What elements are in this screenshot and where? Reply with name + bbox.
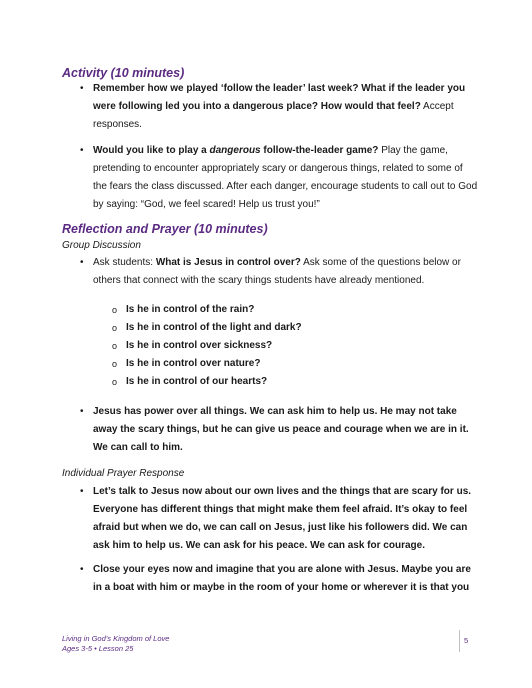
question-item: Is he in control of our hearts? xyxy=(126,376,268,387)
sub-bullet-icon: o xyxy=(112,377,118,387)
group-discussion-intro xyxy=(93,254,478,290)
intro-rest: Ask some of the questions below or others that connect with the scary things students have already mentioned. xyxy=(93,257,461,286)
dangerous-game-rest: Play the game, pretending to encounter appropriately scary or dangerous things, related to some of the fears the class discussed. After each danger, encourage students to call out to God by saying: “God, we feel scared! Help us trust you!” xyxy=(93,145,478,210)
prayer-imagine-paragraph: Close your eyes now and imagine that you are alone with Jesus. Maybe you are in a boat with him or maybe in the room of your home or wherever it is that you xyxy=(93,564,471,593)
bullet-icon: • xyxy=(80,145,84,156)
activity-item-follow-leader-bold: Remember how we played ‘follow the leader’ last week? What if the leader you were following led you into a dangerous place? How would that feel? xyxy=(93,83,466,112)
question-item: Is he in control over nature? xyxy=(126,358,261,369)
sub-bullet-icon: o xyxy=(112,323,118,333)
page-number: 5 xyxy=(464,636,469,645)
bullet-icon: • xyxy=(80,486,84,497)
activity-item-follow-leader xyxy=(93,80,478,134)
bullet-icon: • xyxy=(80,83,84,94)
bullet-icon: • xyxy=(80,257,84,268)
sub-bullet-icon: o xyxy=(112,305,118,315)
intro-bold-question: What is Jesus in control over? xyxy=(155,257,301,268)
page-number-divider xyxy=(459,630,460,652)
group-discussion-label: Group Discussion xyxy=(62,240,141,251)
bullet-icon: • xyxy=(80,406,84,417)
individual-prayer-label: Individual Prayer Response xyxy=(62,468,185,479)
question-item: Is he in control over sickness? xyxy=(126,340,273,351)
footer-title: Living in God’s Kingdom of Love xyxy=(62,634,170,643)
dangerous-game-bold-a: Would you like to play a xyxy=(93,145,210,156)
prayer-talk-paragraph: Let’s talk to Jesus now about our own lives and the things that are scary for us. Everyone has different things that might make them feel afraid. It’s okay to feel afraid but when we do, we can call on Jesus, just like his followers did. We can ask him to help us. We can ask for his peace. We can ask for courage. xyxy=(93,486,472,551)
intro-plain: Ask students: xyxy=(93,257,156,268)
activity-item-dangerous-game xyxy=(93,142,478,214)
dangerous-game-bold-b: follow-the-leader game? xyxy=(260,145,379,156)
reflection-heading: Reflection and Prayer (10 minutes) xyxy=(62,222,268,236)
sub-bullet-icon: o xyxy=(112,341,118,351)
bullet-icon: • xyxy=(80,564,84,575)
question-item: Is he in control of the light and dark? xyxy=(126,322,302,333)
dangerous-game-bold-italic: dangerous xyxy=(209,145,261,156)
activity-item-follow-leader-rest: Accept responses. xyxy=(93,101,454,130)
footer-subtitle: Ages 3-5 • Lesson 25 xyxy=(62,644,134,653)
activity-heading: Activity (10 minutes) xyxy=(62,66,185,80)
question-item: Is he in control of the rain? xyxy=(126,304,255,315)
sub-bullet-icon: o xyxy=(112,359,118,369)
jesus-power-paragraph: Jesus has power over all things. We can ask him to help us. He may not take away the scary things, but he can give us peace and courage when we are in it. We can call to him. xyxy=(93,406,469,453)
